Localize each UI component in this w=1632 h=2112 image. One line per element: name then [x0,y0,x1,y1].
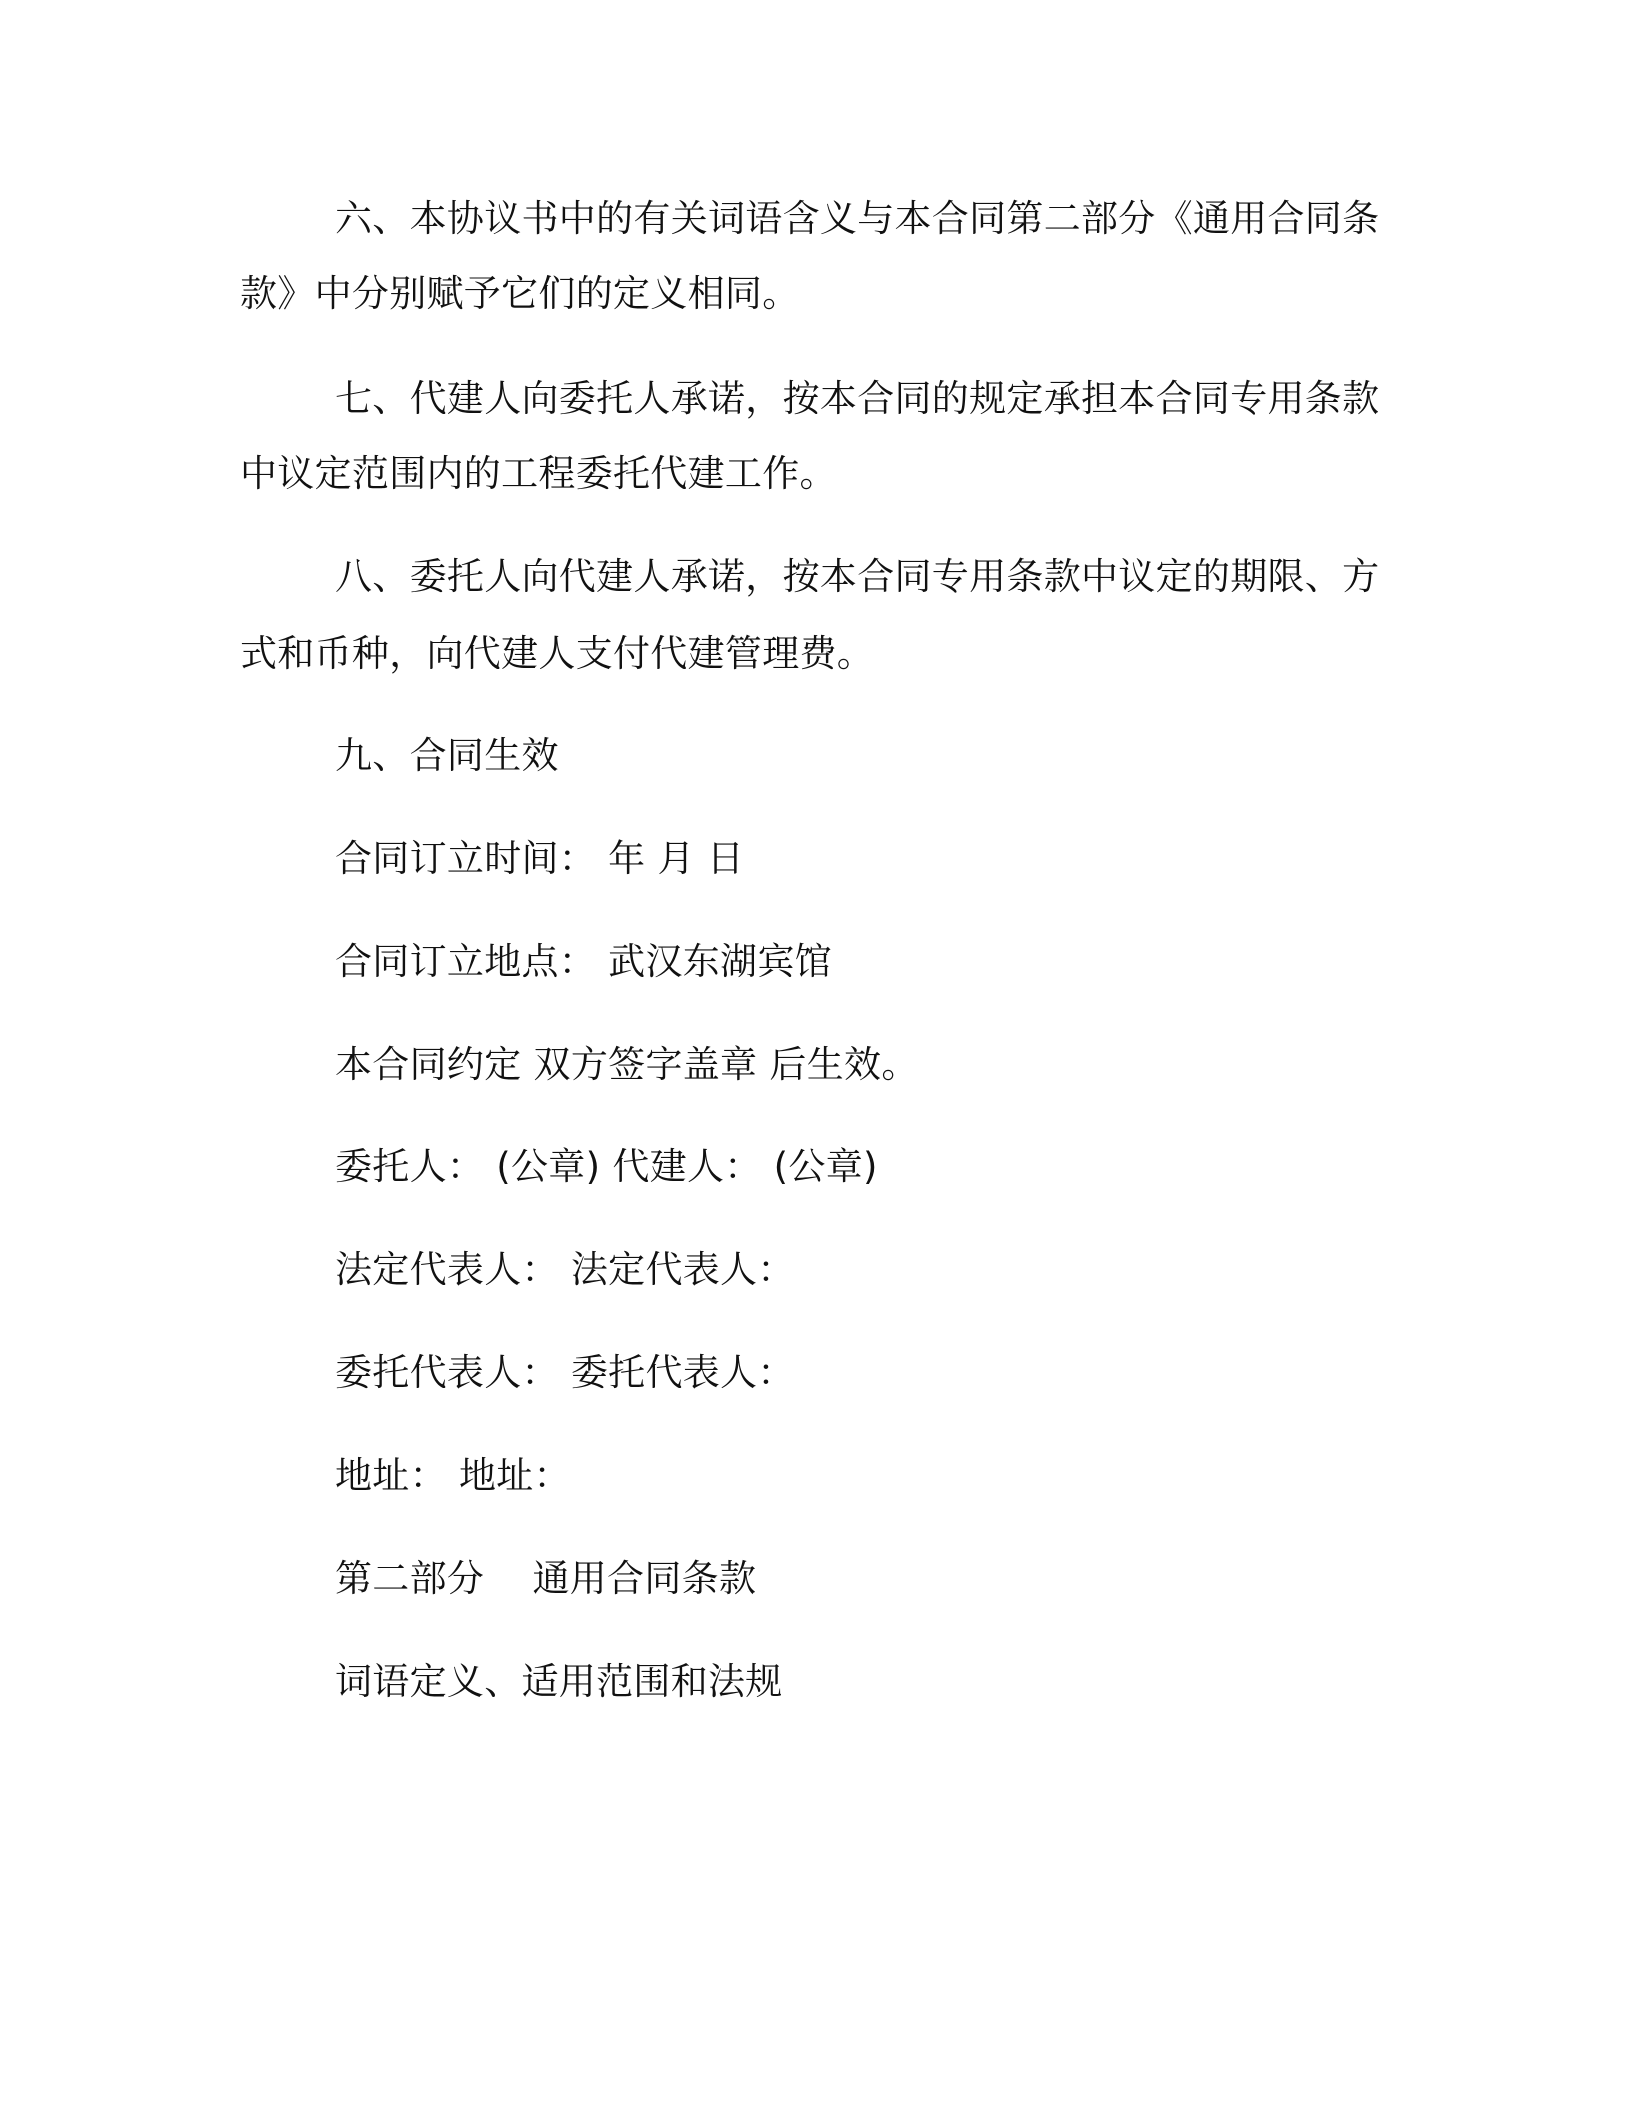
signing-time: 合同订立时间： 年 月 日 [335,837,745,880]
signing-place: 合同订立地点： 武汉东湖宾馆 [335,940,832,983]
clause-7-line-2: 中议定范围内的工程委托代建工作。 [240,452,837,495]
clause-6-line-1: 六、本协议书中的有关词语含义与本合同第二部分《通用合同条 [335,197,1380,240]
part-two-title: 第二部分 通用合同条款 [335,1557,757,1600]
effective-clause: 本合同约定 双方签字盖章 后生效。 [335,1043,919,1086]
clause-6-line-2: 款》中分别赋予它们的定义相同。 [240,272,800,315]
legal-representatives: 法定代表人： 法定代表人： [335,1248,795,1291]
definitions-heading: 词语定义、适用范围和法规 [335,1660,783,1703]
parties-seals: 委托人： (公章) 代建人： (公章) [335,1145,878,1188]
addresses: 地址： 地址： [335,1454,571,1497]
clause-9-heading: 九、合同生效 [335,734,559,777]
clause-8-line-1: 八、委托人向代建人承诺，按本合同专用条款中议定的期限、方 [335,555,1380,598]
clause-8-line-2: 式和币种，向代建人支付代建管理费。 [240,632,875,675]
entrusted-representatives: 委托代表人： 委托代表人： [335,1351,795,1394]
clause-7-line-1: 七、代建人向委托人承诺，按本合同的规定承担本合同专用条款 [335,377,1380,420]
